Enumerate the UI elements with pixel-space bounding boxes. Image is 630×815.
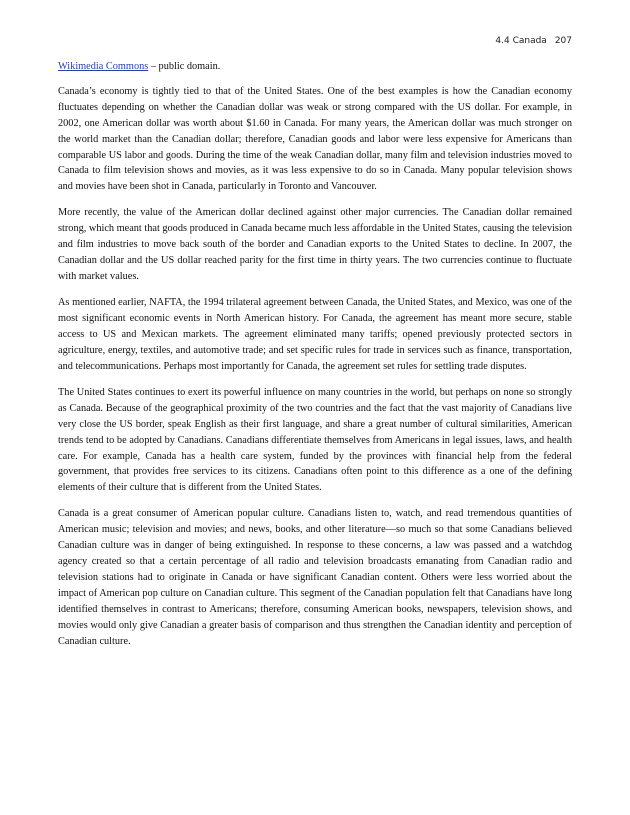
wikimedia-commons-link[interactable]: Wikimedia Commons bbox=[58, 61, 149, 72]
image-credit bbox=[58, 59, 572, 75]
credit-suffix: – public domain. bbox=[148, 61, 221, 72]
header-page-number: 207 bbox=[554, 36, 572, 46]
body-text bbox=[58, 59, 572, 660]
running-header bbox=[495, 36, 572, 46]
paragraph-2: More recently, the value of the American dollar declined against other major currencies. The Canadian dollar remained strong, which meant that goods produced in Canada became much less affordable in the United States, causing the television and film industries to move back south of the border and Canadian exports to the United States to decline. In 2007, the Canadian dollar and the US dollar reached parity for the first time in thirty years. The two currencies continue to fluctuate with market values. bbox=[58, 207, 572, 283]
paragraph-3: As mentioned earlier, NAFTA, the 1994 trilateral agreement between Canada, the United States, and Mexico, was one of the most significant economic events in North American history. For Canada, the agreement has meant more secure, stable access to US and Mexican markets. The agreement eliminated many tariffs; opened previously protected sectors in agriculture, energy, textiles, and automotive trade; and set specific rules for trade in services such as finance, transportation, and telecommunications. Perhaps most importantly for Canada, the agreement set rules for settling trade disputes. bbox=[58, 297, 572, 372]
paragraph-1: Canada’s economy is tightly tied to that of the United States. One of the best examples is how the Canadian economy fluctuates depending on whether the Canadian dollar was weak or strong compared with the US dollar. For example, in 2002, one American dollar was worth about $1.60 in Canada. For many years, the American dollar was much stronger on the world market than the Canadian dollar; therefore, Canadian goods and labor were less expensive for Americans than comparable US labor and goods. During the time of the weak Canadian dollar, many film and television industries moved to Canada to film television shows and movies, as it was less expensive to do so in Canada. Many popular television shows and movies have been shot in Canada, particularly in Toronto and Vancouver. bbox=[58, 85, 572, 193]
paragraph-5: Canada is a great consumer of American popular culture. Canadians listen to, watch, and read tremendous quantities of American music; television and movies; and news, books, and other literature—so much so that some Canadians believed Canadian culture was in danger of being extinguished. In response to these concerns, a law was passed and a watchdog agency created so that a certain percentage of all radio and television broadcasts emanating from Canadian radio and television stations had to originate in Canada or have significant Canadian content. Others were less worried about the impact of American pop culture on Canadian culture. This segment of the Canadian population felt that Canadians have long identified themselves in contrast to Americans; therefore, consuming American books, newspapers, television shows, and movies would only give Canadian a greater basis of comparison and thus strengthen the Canadian identity and perception of Canadian culture. bbox=[58, 508, 572, 647]
header-section-title: 4.4 Canada bbox=[495, 36, 547, 46]
paragraph-4: The United States continues to exert its powerful influence on many countries in the world, but perhaps on none so strongly as Canada. Because of the geographical proximity of the two countries and the fact that the vast majority of Canadians live very close the US border, speak English as their first language, and share a great number of cultural similarities, American trends tend to be adopted by Canadians. Canadians differentiate themselves from Americans in legal issues, laws, and health care. For example, Canada has a health care system, funded by the provinces with financial help from the federal government, that provides free services to its citizens. Canadians often point to this difference as a one of the defining elements of their culture that is different from the United States. bbox=[58, 386, 572, 494]
